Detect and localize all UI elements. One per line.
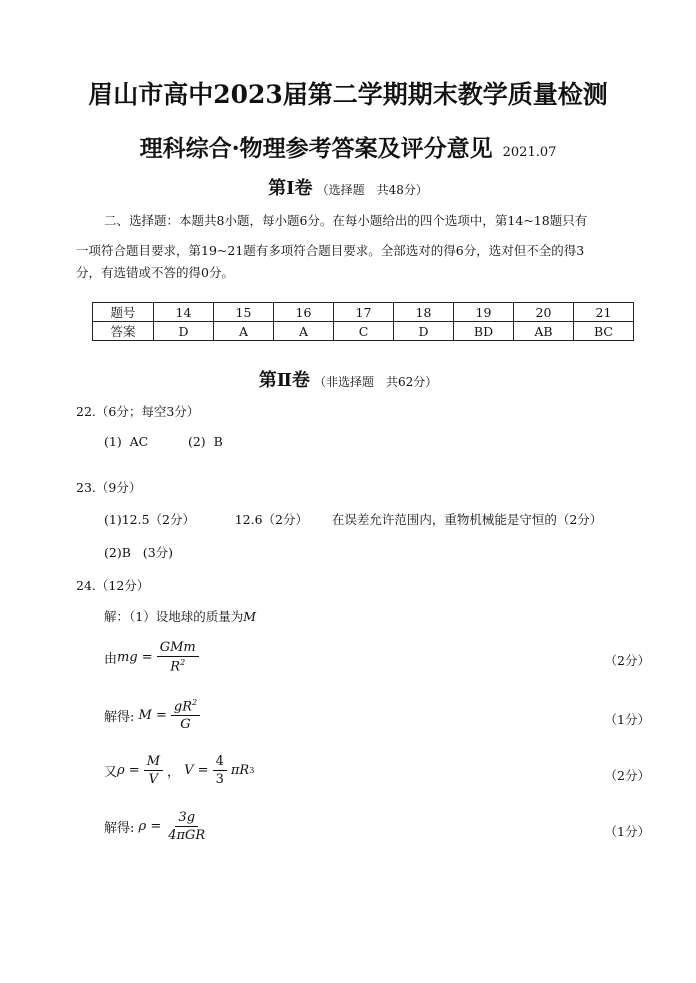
q22-header: 22.（6分；每空3分） [76,404,200,419]
q23-line-1: (1)12.5（2分） 12.6（2分） 在误差允许范围内，重物机械能是守恒的（2分） [104,512,603,527]
table-label-number: 题号 [93,303,154,322]
q24-header: 24.（12分） [76,578,150,593]
section-2-heading [0,366,696,392]
table-cell: BC [574,322,634,341]
document-title: 眉山市高中2023届第二学期期末教学质量检测 [88,80,608,109]
table-cell: C [334,322,394,341]
table-cell: 16 [274,303,334,322]
eq4-score: （1分） [604,824,650,839]
eq2-prefix: 解得: [104,709,135,725]
q23-header: 23.（9分） [76,480,142,495]
table-cell: A [274,322,334,341]
eq2-fraction: $\frac{gR^2}{G}$ [171,698,200,732]
instructions-line-3: 分，有选错或不答的得0分。 [76,265,234,280]
table-cell: D [154,322,214,341]
table-cell: 21 [574,303,634,322]
eq3-fraction-2: $\frac{4}{3}$ [213,754,227,787]
eq4-prefix: 解得: [104,821,135,836]
q24-intro [104,607,256,625]
eq1-fraction: $\frac{\text{GMm}}{R^2}$ [157,640,199,674]
answer-table [92,302,634,341]
table-cell: 17 [334,303,394,322]
section-2-title: 第Ⅱ卷 [258,370,310,391]
table-cell: AB [514,322,574,341]
table-cell: BD [454,322,514,341]
section-1-title: 第Ⅰ卷 [268,178,313,199]
instructions-line-1: 二、选择题：本题共8小题，每小题6分。在每小题给出的四个选项中，第14~18题只有 [104,213,588,228]
section-1-note: （选择题 共48分） [316,183,428,197]
eq1-prefix: 由 [104,651,118,667]
eq1-score: （2分） [604,653,650,668]
instructions-line-2: 一项符合题目要求，第19~21题有多项符合题目要求。全部选对的得6分，选对但不全的得3 [76,243,585,258]
table-cell: 18 [394,303,454,322]
eq2-score: （1分） [604,712,650,727]
table-cell: A [214,322,274,341]
table-cell: D [394,322,454,341]
q23-line-2: (2)B (3分) [104,545,174,560]
section-1-heading [0,174,696,200]
section-2-note: （非选择题 共62分） [313,375,438,389]
q24-intro-text: 解：（1）设地球的质量为 [104,609,244,624]
document-date: 2021.07 [502,145,557,160]
eq3-score: （2分） [604,768,650,783]
equation-3: 又 ρ = $\frac{M}{V}$ ， V = $\frac{4}{3}$ πR 3 [104,754,255,787]
subtitle-text: 理科综合·物理参考答案及评分意见 [139,135,493,162]
equation-1: 由 mg = $\frac{\text{GMm}}{R^2}$ [104,640,203,674]
table-cell: 15 [214,303,274,322]
table-label-answer: 答案 [93,322,154,341]
equation-2: 解得: M = $\frac{gR^2}{G}$ [104,698,204,732]
equation-4: 解得: ρ = $\frac{3g}{\text{4πGR}}$ [104,810,212,843]
table-cell: 14 [154,303,214,322]
eq4-fraction: $\frac{3g}{\text{4πGR}}$ [168,810,206,843]
answer-table-row-numbers [93,303,634,322]
table-cell: 19 [454,303,514,322]
document-subtitle [0,130,696,163]
q24-intro-var: M [243,609,257,624]
table-cell: 20 [514,303,574,322]
eq3-prefix: 又 [104,765,118,780]
q22-answer: (1) AC (2) B [104,434,223,449]
answer-table-row-answers [93,322,634,341]
eq3-fraction-1: $\frac{M}{V}$ [144,754,163,787]
